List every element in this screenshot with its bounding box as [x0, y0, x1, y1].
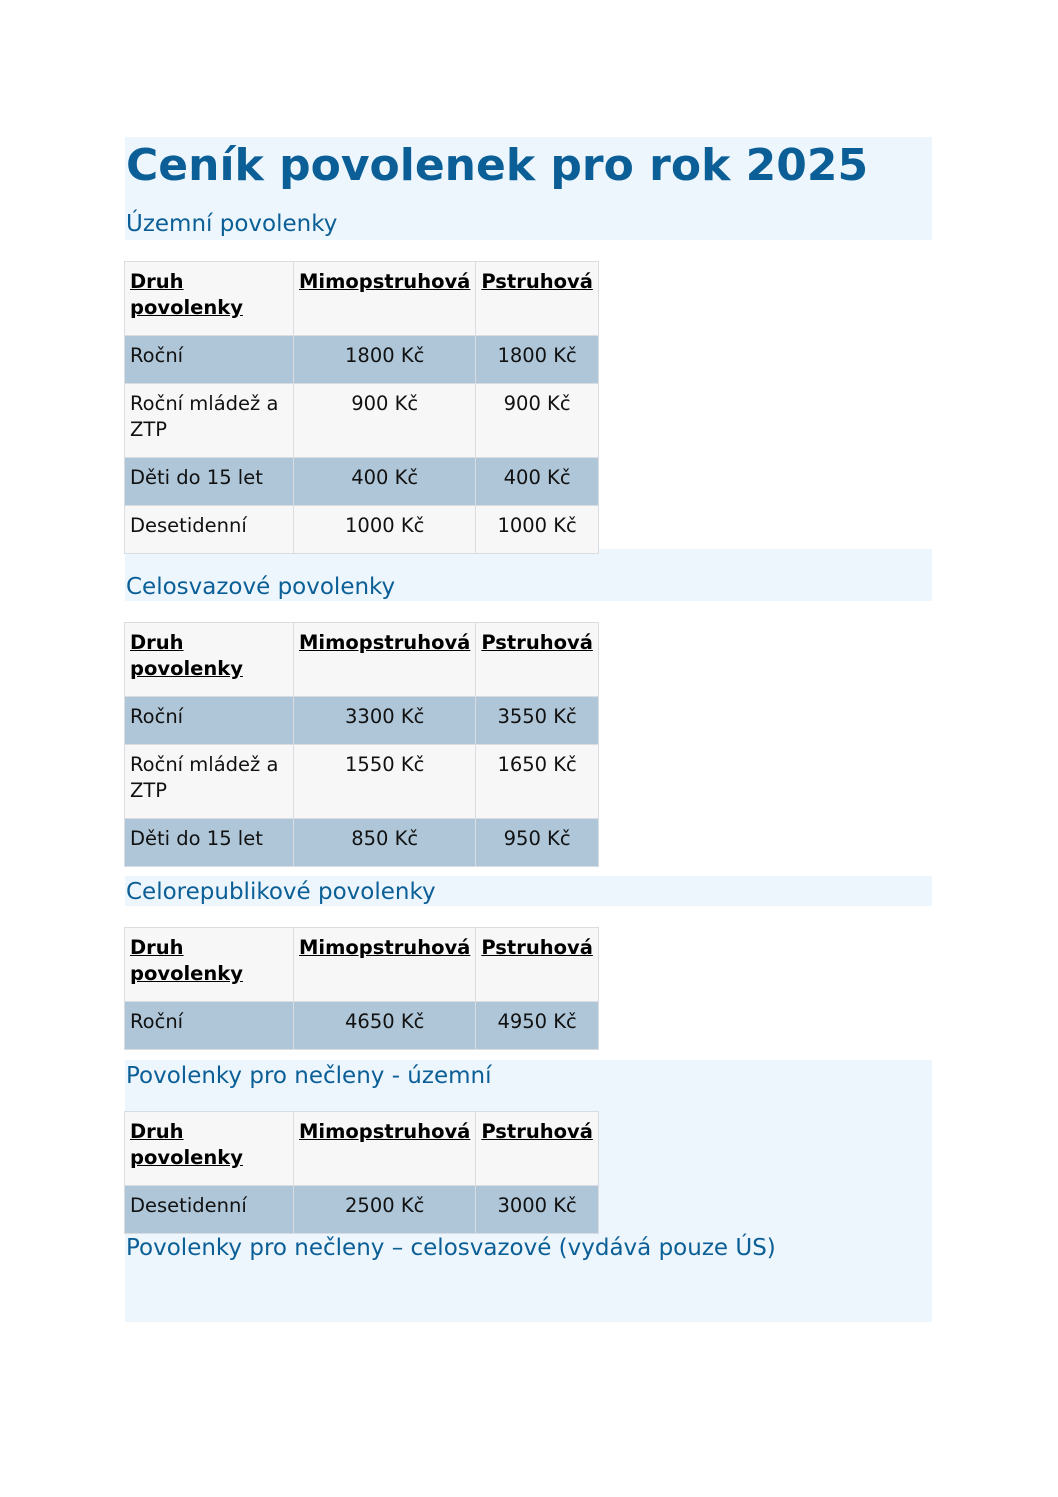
permit-type-cell: Roční mládež a ZTP [125, 384, 294, 458]
section-heading-necleny-uzemni: Povolenky pro nečleny - územní [126, 1063, 492, 1089]
table-row [125, 819, 599, 867]
section-heading-celosvazove: Celosvazové povolenky [126, 574, 396, 600]
table-row [125, 458, 599, 506]
table-header-row [125, 623, 599, 697]
column-header-non-trout: Mimopstruhová [294, 928, 476, 1002]
page-title: Ceník povolenek pro rok 2025 [126, 140, 869, 191]
permit-type-cell: Roční [125, 697, 294, 745]
column-header-non-trout: Mimopstruhová [294, 623, 476, 697]
permit-type-cell: Děti do 15 let [125, 819, 294, 867]
section-heading-necleny-celosvazove: Povolenky pro nečleny – celosvazové (vydává pouze ÚS) [126, 1235, 776, 1261]
non-trout-price-cell: 900 Kč [294, 384, 476, 458]
column-header-non-trout: Mimopstruhová [294, 1112, 476, 1186]
column-header-type: Druh povolenky [125, 1112, 294, 1186]
non-trout-price-cell: 1800 Kč [294, 336, 476, 384]
table-row [125, 745, 599, 819]
permit-type-cell: Děti do 15 let [125, 458, 294, 506]
trout-price-cell: 1650 Kč [476, 745, 599, 819]
non-trout-price-cell: 400 Kč [294, 458, 476, 506]
trout-price-cell: 1000 Kč [476, 506, 599, 554]
column-header-trout: Pstruhová [476, 928, 599, 1002]
section-heading-celorepublikove: Celorepublikové povolenky [126, 879, 436, 905]
table-row [125, 697, 599, 745]
column-header-type: Druh povolenky [125, 928, 294, 1002]
table-row [125, 384, 599, 458]
permit-type-cell: Roční mládež a ZTP [125, 745, 294, 819]
non-trout-price-cell: 850 Kč [294, 819, 476, 867]
table-row [125, 506, 599, 554]
non-trout-price-cell: 1000 Kč [294, 506, 476, 554]
permit-type-cell: Desetidenní [125, 1186, 294, 1234]
price-table-uzemni [124, 261, 599, 554]
table-row [125, 1002, 599, 1050]
permit-type-cell: Desetidenní [125, 506, 294, 554]
non-trout-price-cell: 3300 Kč [294, 697, 476, 745]
price-table-celosvazove [124, 622, 599, 867]
table-row [125, 1186, 599, 1234]
trout-price-cell: 400 Kč [476, 458, 599, 506]
column-header-non-trout: Mimopstruhová [294, 262, 476, 336]
permit-type-cell: Roční [125, 336, 294, 384]
non-trout-price-cell: 4650 Kč [294, 1002, 476, 1050]
price-table-necleny-uzemni [124, 1111, 599, 1234]
permit-type-cell: Roční [125, 1002, 294, 1050]
column-header-type: Druh povolenky [125, 623, 294, 697]
non-trout-price-cell: 1550 Kč [294, 745, 476, 819]
trout-price-cell: 1800 Kč [476, 336, 599, 384]
trout-price-cell: 3550 Kč [476, 697, 599, 745]
table-header-row [125, 1112, 599, 1186]
trout-price-cell: 950 Kč [476, 819, 599, 867]
column-header-type: Druh povolenky [125, 262, 294, 336]
trout-price-cell: 900 Kč [476, 384, 599, 458]
section-heading-uzemni: Územní povolenky [126, 211, 338, 237]
table-header-row [125, 928, 599, 1002]
trout-price-cell: 3000 Kč [476, 1186, 599, 1234]
price-table-celorepublikove [124, 927, 599, 1050]
column-header-trout: Pstruhová [476, 1112, 599, 1186]
column-header-trout: Pstruhová [476, 623, 599, 697]
table-header-row [125, 262, 599, 336]
table-row [125, 336, 599, 384]
trout-price-cell: 4950 Kč [476, 1002, 599, 1050]
non-trout-price-cell: 2500 Kč [294, 1186, 476, 1234]
column-header-trout: Pstruhová [476, 262, 599, 336]
